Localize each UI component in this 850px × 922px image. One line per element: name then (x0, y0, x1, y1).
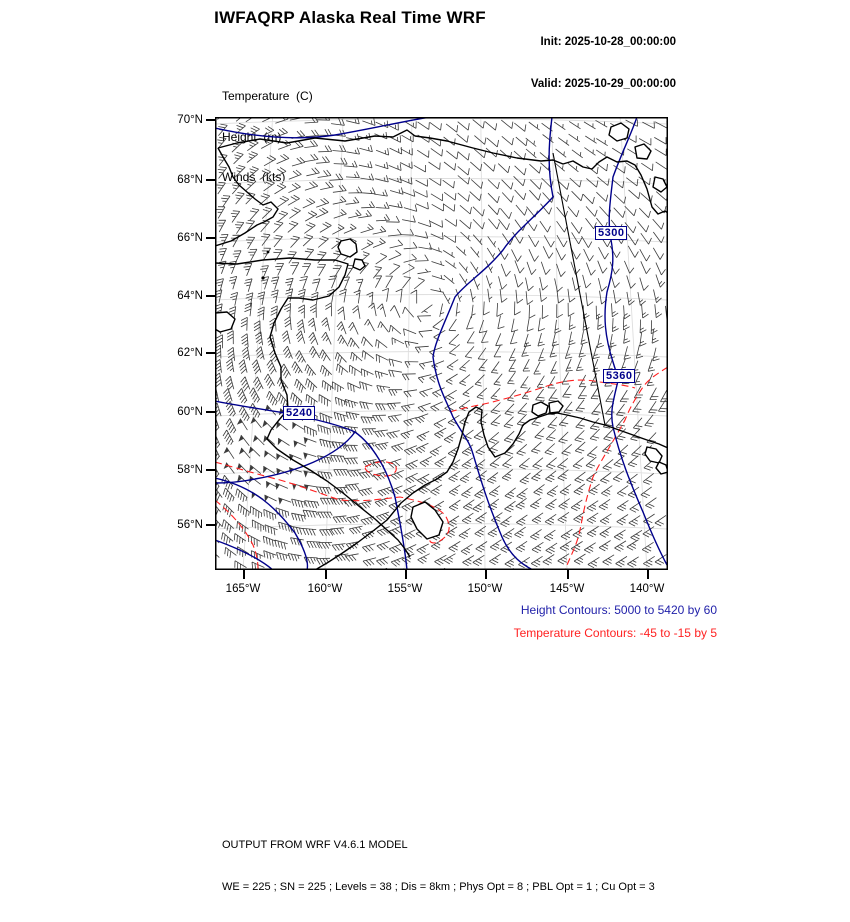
caption-temperature-contours: Temperature Contours: -45 to -15 by 5 (513, 626, 717, 640)
contour-label-5360: 5360 (603, 369, 635, 383)
lon-tick (567, 570, 569, 579)
lon-tick (325, 570, 327, 579)
lon-label-150w: 150°W (467, 583, 503, 595)
legend-winds: Winds (kts) (222, 170, 286, 184)
caption-height-contours: Height Contours: 5000 to 5420 by 60 (520, 603, 717, 617)
lon-label-165w: 165°W (225, 583, 261, 595)
model-run-times (500, 7, 676, 119)
model-info-line2: WE = 225 ; SN = 225 ; Levels = 38 ; Dis = 8km ; Phys Opt = 8 ; PBL Opt = 1 ; Cu Opt = 3 (222, 881, 655, 893)
valid-time-label: Valid: 2025-10-29_00:00:00 (530, 78, 676, 90)
weather-map (215, 117, 668, 570)
lon-label-140w: 140°W (629, 583, 665, 595)
lon-tick (405, 570, 407, 579)
lat-tick (206, 524, 215, 526)
lat-tick (206, 237, 215, 239)
lon-label-155w: 155°W (387, 583, 423, 595)
init-time-label: Init: 2025-10-28_00:00:00 (540, 36, 676, 48)
lon-label-145w: 145°W (549, 583, 585, 595)
contour-label-5300: 5300 (595, 226, 627, 240)
lat-tick (206, 179, 215, 181)
lat-label-64n: 64°N (177, 290, 203, 302)
lon-label-160w: 160°W (307, 583, 343, 595)
legend-height: Height (m) (222, 129, 282, 144)
lat-tick (206, 352, 215, 354)
lat-tick (206, 295, 215, 297)
contour-label-5240: 5240 (283, 406, 315, 420)
lat-tick (206, 411, 215, 413)
model-info (222, 810, 655, 922)
lat-label-68n: 68°N (177, 174, 203, 186)
lat-label-62n: 62°N (177, 347, 203, 359)
legend-temperature: Temperature (C) (222, 89, 313, 103)
lon-tick (243, 570, 245, 579)
lat-label-58n: 58°N (177, 464, 203, 476)
lat-label-70n: 70°N (177, 114, 203, 126)
page-title: IWFAQRP Alaska Real Time WRF (214, 8, 486, 27)
map-panel (215, 117, 668, 570)
lat-tick (206, 119, 215, 121)
lat-label-66n: 66°N (177, 232, 203, 244)
lat-label-56n: 56°N (177, 519, 203, 531)
lat-label-60n: 60°N (177, 406, 203, 418)
lon-tick (647, 570, 649, 579)
lat-tick (206, 469, 215, 471)
model-info-line1: OUTPUT FROM WRF V4.6.1 MODEL (222, 839, 408, 851)
lon-tick (485, 570, 487, 579)
